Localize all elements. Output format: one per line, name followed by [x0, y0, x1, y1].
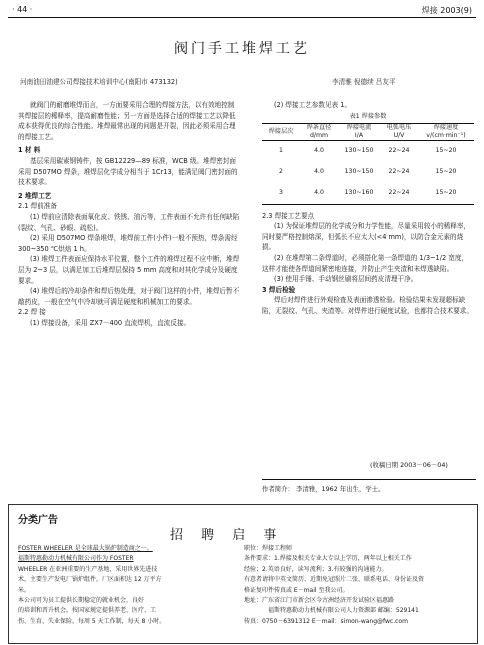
ad-apply-instructions: 格证复印件传真或 E－mail 至我公司。: [244, 586, 349, 594]
ad-apply-instructions: 有意者请将中英文简历、近期免冠照片二张、联系电话、身份证及资: [244, 576, 425, 584]
table-cell: 1: [279, 146, 283, 154]
table-row: [262, 140, 474, 162]
table-cell: 130~150: [344, 146, 374, 154]
ad-text-line: 米。: [18, 586, 31, 594]
author-note: 作者简介： 李清雅，1962 年出生，学士。: [262, 485, 385, 493]
page-number: · 44 ·: [12, 5, 33, 14]
col-header-speed: 焊接速度 v/(cm·min⁻¹): [426, 123, 466, 139]
footnote-rule: [262, 479, 476, 480]
ad-text-line: 伤、生育、失业保险。每周 5 天工作制，每天 8 小时。: [18, 617, 166, 625]
ad-company: 福斯特惠勒动力机械有限公司人力资源部 邮编：529141: [268, 607, 419, 615]
paragraph-2-3-3: (3) 使用手锤、手动钢丝刷将层间药皮清理干净。: [274, 275, 418, 284]
table-cell: 3: [279, 188, 283, 196]
col-header-layer: 焊接层次: [268, 127, 294, 135]
section-1-text: 基层采用碳素钢铸件，按 GB12229—89 标准，WCB 级。堆焊密封面采用 D507MO 焊条，堆焊层化学成分相当于 1Cr13，能满足阀门密封面的技术要求。: [18, 156, 238, 187]
ad-address: 地址：广东省江门市新会区今古洲经济开发试验区福惠路: [244, 597, 395, 605]
paragraph-2-1-3: (3) 堆焊工件表面应保持水平位置，整个工件的堆焊过程不应中断，堆焊层为 2~3 层，以满足加工后堆焊层保持 5 mm 高度和对其化学成分及硬度要求。: [18, 255, 240, 285]
ad-position: 职位：焊接工程师: [244, 545, 293, 552]
table-cell: 22~24: [388, 146, 410, 154]
ad-right-column: [244, 544, 472, 627]
section-2-heading: 2 堆焊工艺: [18, 191, 52, 200]
ad-text-line: 本公司可为员工提供长期稳定的就业机会，良好: [18, 597, 145, 605]
paragraph-2-1-4: (4) 堆焊后的冷却条件和焊后热处理，对于阀门这样的小件，堆焊后暂不敲药皮，一般在空气中冷却就可满足硬度和机械加工的要求。: [18, 287, 240, 306]
ad-text-line: 术，主要生产发电厂锅炉组件，厂区面积达 12 万平方: [18, 576, 162, 584]
table-cell: 22~24: [388, 188, 410, 196]
table-cell: 4.0: [314, 146, 324, 154]
ad-contact: 传真：0750－6391312 E－mail：simon-wang@fwc.com: [244, 617, 408, 625]
ad-left-column: [18, 544, 240, 627]
paragraph-2-1-2: (2) 采用 D507MO 焊条堆焊，堆焊前工件(小件)一般不预热，焊条需经 300~350 ℃烘焙 1 h。: [18, 234, 238, 253]
ad-requirements: 经验；2.英语良好，读写流利；3.有较强的沟通能力。: [244, 565, 388, 573]
table-header-row: [262, 123, 474, 140]
ad-text-line: 福斯特惠勒动力机械有限公司作为 FOSTER: [18, 555, 134, 563]
col-header-voltage: 电弧电压 U/V: [386, 123, 412, 139]
ad-text-line: FOSTER WHEELER 是全球最大锅炉制造商之一。: [18, 545, 153, 552]
intro-paragraph: 就阀门的耐磨堆焊而言，一方面要采用合理的焊接方法，以有效地控制其焊接层的稀释率，提高耐磨性能；另一方面是选择合适的焊接工艺以降低成本获得优良的综合性能。堆焊最常出现的问题是开裂，因此必须采用合理的焊接工艺。: [18, 101, 236, 141]
affiliation: 河南油田油建公司焊接技术培训中心(南阳市 473132): [20, 78, 178, 86]
section-2-1-heading: 2.1 焊前准备: [18, 202, 57, 211]
paragraph-2-2-2: (2) 焊接工艺参数见表 1。: [274, 101, 352, 109]
col-header-current: 焊接电流 I/A: [346, 123, 372, 139]
table-row: [262, 183, 474, 205]
ad-text-line: 的培训和晋升机会。按国家规定提供养老、医疗、工: [18, 607, 157, 615]
table-caption: 表1 焊接参数: [349, 112, 387, 120]
journal-issue: 焊接 2003(9): [421, 6, 472, 15]
section-2-3-heading: 2.3 焊接工艺要点: [262, 211, 315, 220]
right-column: [262, 100, 474, 317]
section-1-heading: 1 材 料: [18, 146, 41, 155]
paragraph-2-3-2: (2) 在堆焊第二条焊道时，必须搭化第一条焊道的 1/3~1/2 宽度，这样才能使各焊道间紧密地连接，并防止产生夹渣和未焊透缺陷。: [262, 253, 469, 273]
table-cell: 15~20: [435, 146, 457, 154]
table-cell: 130~160: [344, 188, 374, 196]
left-column: [18, 100, 240, 328]
paragraph-2-3-1: (1) 为保证堆焊层的化学成分和力学性能，尽量采用较小的稀释率，同时要严格控制熔深，但弧长不应太大(<4 mm)，以防合金元素的烧损。: [262, 222, 471, 252]
affiliation-line: [20, 76, 470, 86]
ad-requirements: 条件要求：1.焊接及相关专业大专以上学历，两年以上相关工作: [244, 555, 412, 563]
header-rule: [8, 17, 476, 18]
section-3-text: 焊后对焊件进行外观检查及表面渗透检验。检验结果未发现超标缺陷，无裂纹、气孔、夹渣等。对焊件进行硬度试验，也都符合技术要求。: [262, 296, 473, 315]
ad-category-label: 分类广告: [18, 515, 58, 526]
paragraph-2-2-1: (1) 焊接设备，采用 ZX7－400 直流焊机，直流反接。: [30, 318, 191, 327]
welding-parameters-table: [262, 123, 474, 205]
table-cell: 4.0: [314, 188, 324, 196]
table-row: [262, 162, 474, 183]
received-date: (收稿日期 2003－06－04): [370, 461, 448, 469]
table-cell: 15~20: [435, 188, 457, 196]
table-cell: 15~20: [435, 167, 457, 175]
authors: 李清雅 倪德续 吕友平: [332, 78, 396, 86]
table-cell: 130~150: [344, 167, 374, 175]
table-cell: 22~24: [388, 167, 410, 175]
article-title: 阀门手工堆焊工艺: [174, 41, 310, 57]
paragraph-2-1-1: (1) 焊前应清除表面氧化皮、铁锈、油污等，工件表面不允许有任何缺陷(裂纹、气孔、砂眼、疏松)。: [18, 212, 240, 232]
section-2-2-heading: 2.2 焊 接: [18, 308, 46, 317]
ad-title: 招 聘 启 事: [170, 528, 284, 543]
col-header-diameter: 焊条直径 d/mm: [306, 123, 332, 139]
running-header: [8, 4, 476, 17]
ad-text-line: WHEELER 在亚洲重要的生产基地，采用世界先进技: [18, 565, 158, 573]
table-cell: 2: [279, 167, 283, 175]
table-cell: 4.0: [314, 167, 324, 175]
section-3-heading: 3 焊后检验: [262, 285, 296, 294]
